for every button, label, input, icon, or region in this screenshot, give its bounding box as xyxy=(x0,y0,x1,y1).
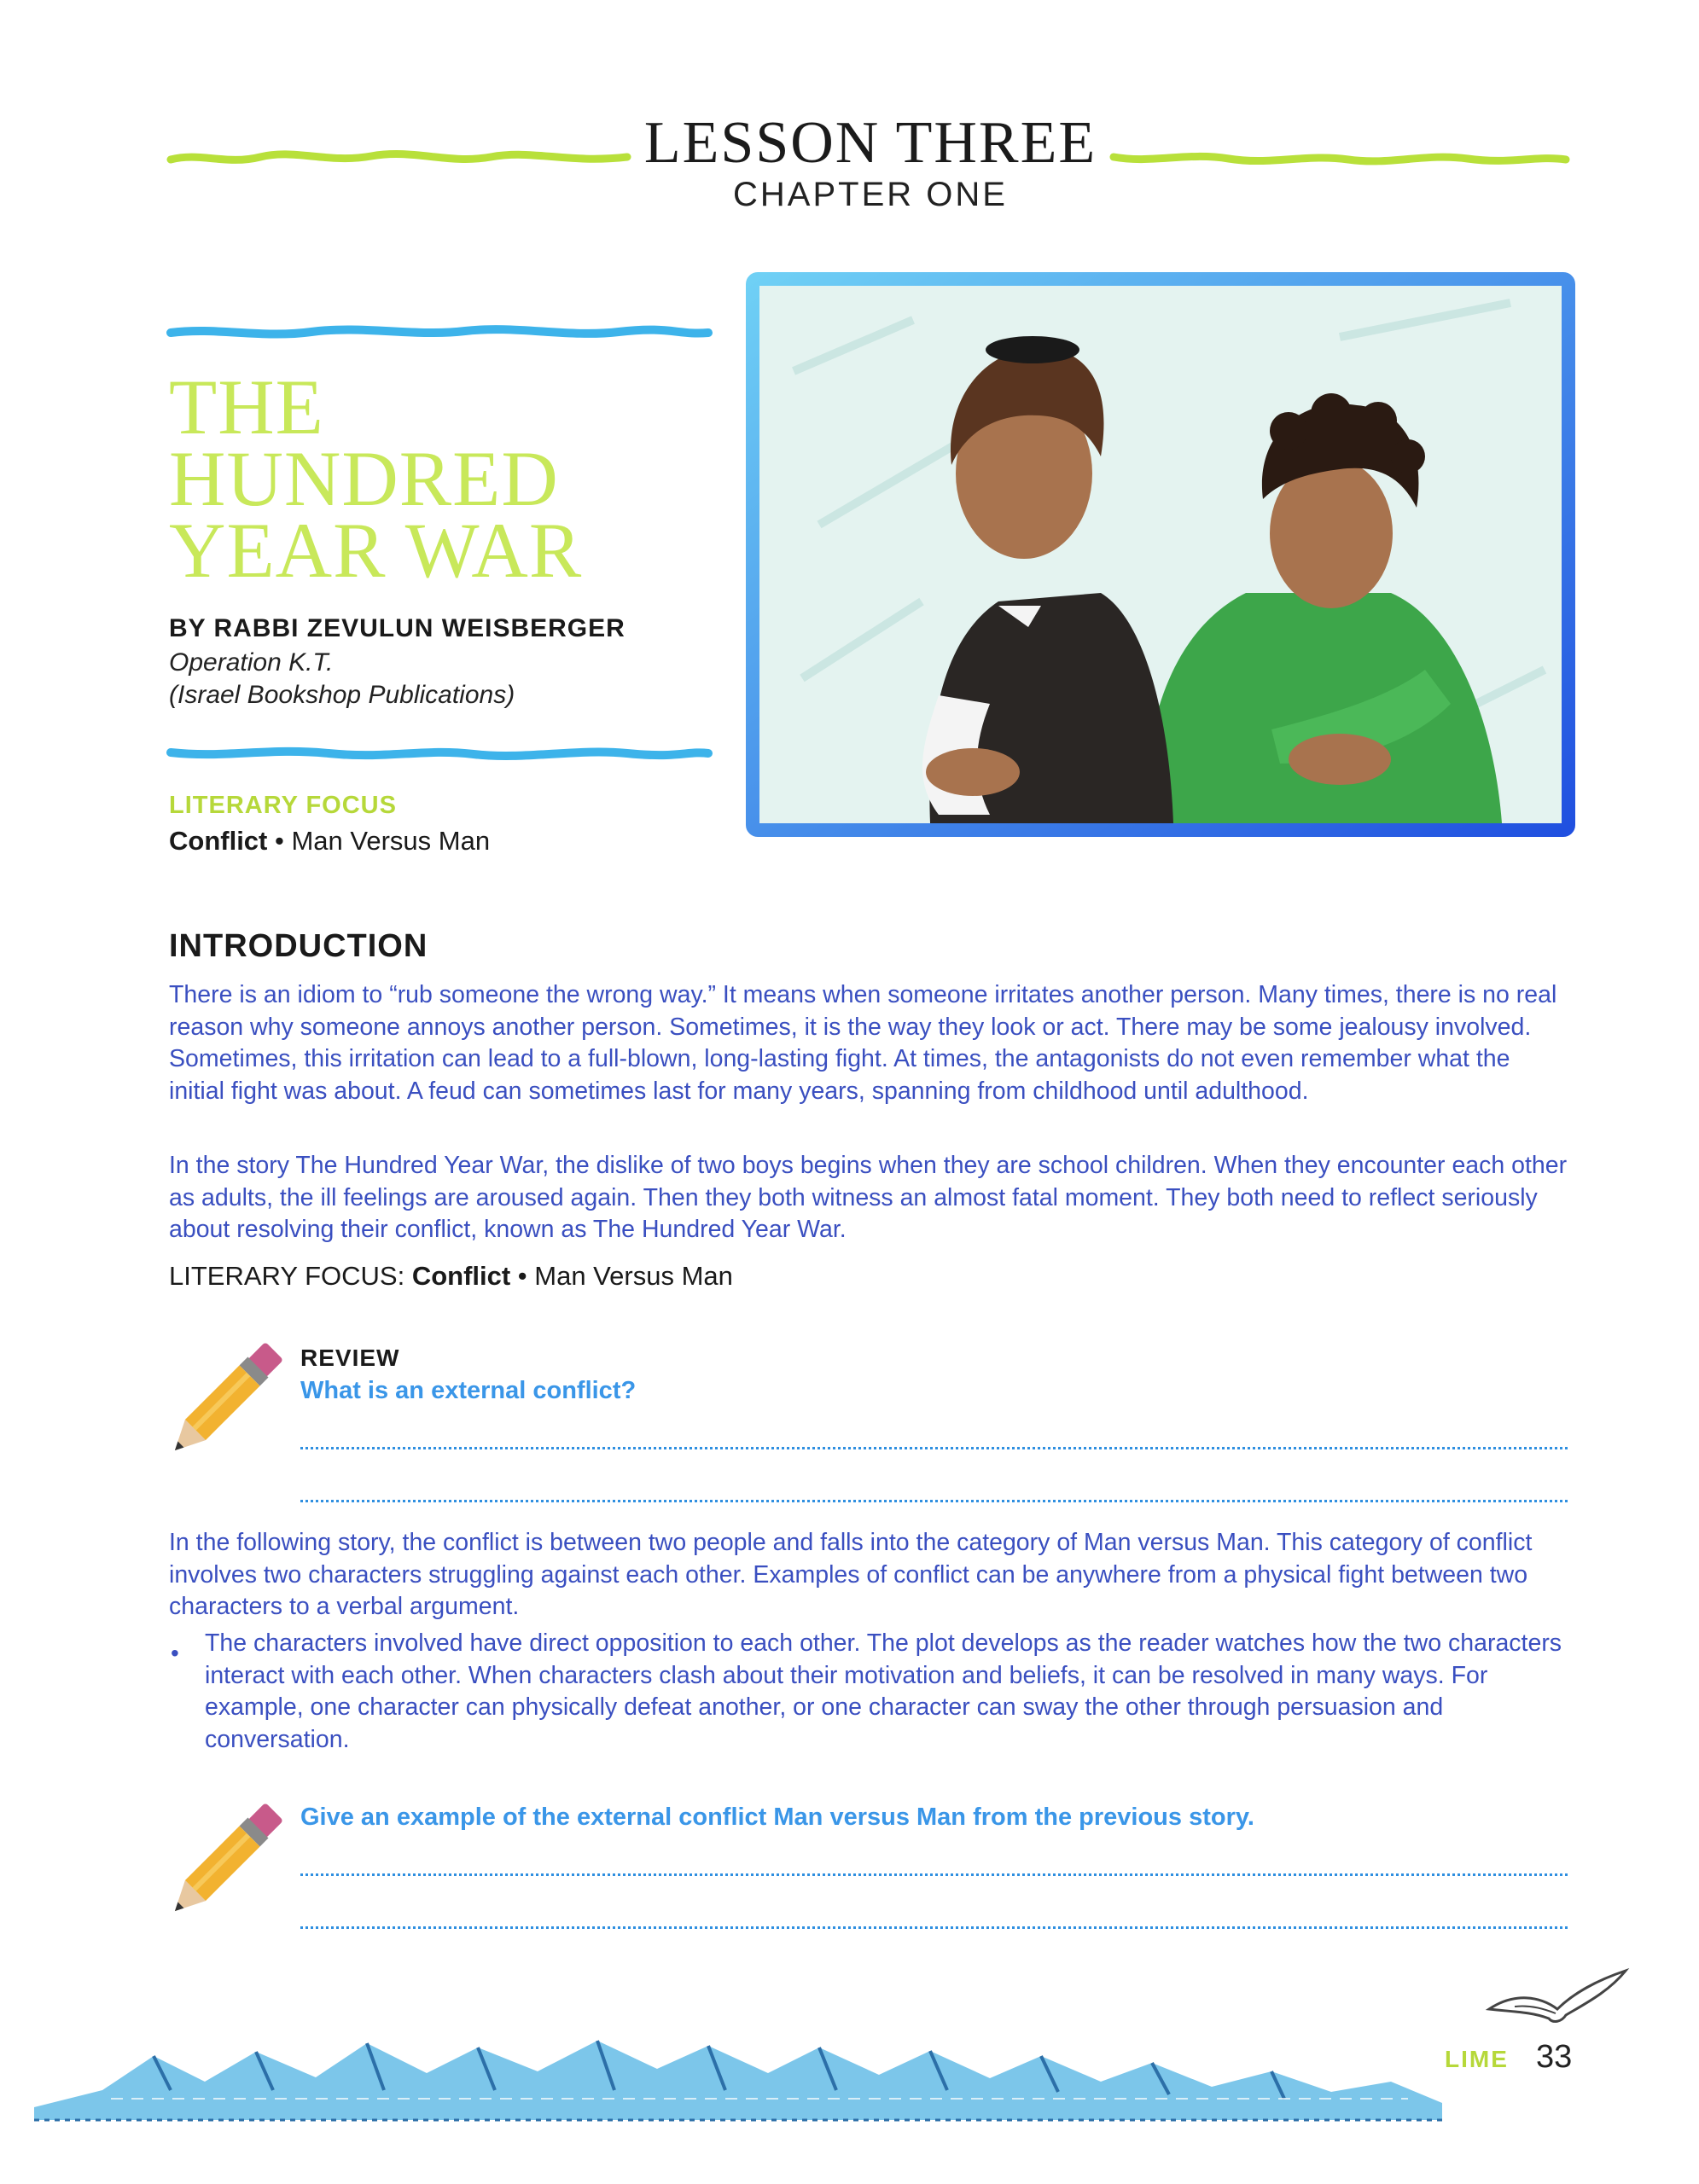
story-title-line: YEAR WAR xyxy=(169,507,583,594)
answer-line[interactable] xyxy=(300,1500,1568,1502)
header-wavy-line-left xyxy=(166,145,631,171)
pencil-icon xyxy=(162,1335,290,1463)
seagull-icon xyxy=(1481,1962,1630,2039)
story-title-line: THE xyxy=(169,363,324,450)
answer-line[interactable] xyxy=(300,1926,1568,1929)
chapter-title: CHAPTER ONE xyxy=(733,176,1008,213)
pencil-icon xyxy=(162,1796,290,1924)
introduction-paragraph: There is an idiom to “rub someone the wrong way.” It means when someone irritates another person. Many times, there is no real reason why someone annoys another person. Sometimes, it is the way they look or act. There may be some jealousy involved. Sometimes, this irritation can lead to a full-blown, long-lasting fight. At times, the antagonists do not even remember what the initial fight was about. A feud can sometimes last for many years, spanning from childhood until adulthood. xyxy=(169,981,1557,1105)
bullet-marker: • xyxy=(171,1640,179,1666)
literary-focus-separator: • xyxy=(267,826,292,856)
answer-line[interactable] xyxy=(300,1873,1568,1876)
focus-line-term: Conflict xyxy=(411,1261,511,1291)
review-question: What is an external conflict? xyxy=(300,1377,637,1404)
literary-focus-subtype: Man Versus Man xyxy=(291,826,491,856)
header-wavy-line-right xyxy=(1109,145,1570,171)
explanation-paragraph: In the following story, the conflict is between two people and falls into the category of Man versus Man. This category of conflict involves two characters struggling against each other. Examples of conflict can be anywhere from a physical fight between two characters to a verbal argument. xyxy=(169,1529,1533,1620)
book-title: Operation K.T. xyxy=(169,648,334,677)
author-byline: BY RABBI ZEVULUN WEISBERGER xyxy=(169,614,625,642)
review-label: REVIEW xyxy=(300,1345,400,1371)
introduction-paragraph: In the story The Hundred Year War, the dislike of two boys begins when they are school children. When they encounter each other as adults, the ill feelings are aroused again. Then they both witness an almost fatal moment. They both need to reflect seriously about resolving their conflict, known as The Hundred Year War. xyxy=(169,1152,1568,1243)
story-title xyxy=(169,363,698,594)
publisher: (Israel Bookshop Publications) xyxy=(169,681,515,709)
title-wavy-line-bottom xyxy=(166,741,713,766)
focus-line-rest: • Man Versus Man xyxy=(510,1261,733,1291)
story-title-line: HUNDRED xyxy=(169,435,559,522)
literary-focus-line xyxy=(169,1261,733,1292)
focus-line-label: LITERARY FOCUS: xyxy=(169,1261,412,1291)
explanation-bullet-text: The characters involved have direct opposition to each other. The plot develops as the reader watches how the two characters interact with each other. When characters clash about their motivation and beliefs, it can be resolved in many ways. For example, one character can physically defeat another, or one character can sway the other through persuasion and conversation. xyxy=(205,1629,1562,1753)
lesson-title: LESSON THREE xyxy=(643,110,1097,176)
exercise-question: Give an example of the external conflict Man versus Man from the previous story. xyxy=(300,1804,1254,1831)
literary-focus-term: Conflict xyxy=(169,826,268,856)
page-number: 33 xyxy=(1536,2039,1573,2075)
introduction-heading: INTRODUCTION xyxy=(169,928,428,964)
literary-focus-label: LITERARY FOCUS xyxy=(169,792,397,819)
title-wavy-line-top xyxy=(166,320,713,346)
two-boys-illustration xyxy=(742,269,1579,840)
answer-line[interactable] xyxy=(300,1447,1568,1449)
brand-label: LIME xyxy=(1445,2046,1509,2072)
literary-focus-value xyxy=(169,826,490,857)
